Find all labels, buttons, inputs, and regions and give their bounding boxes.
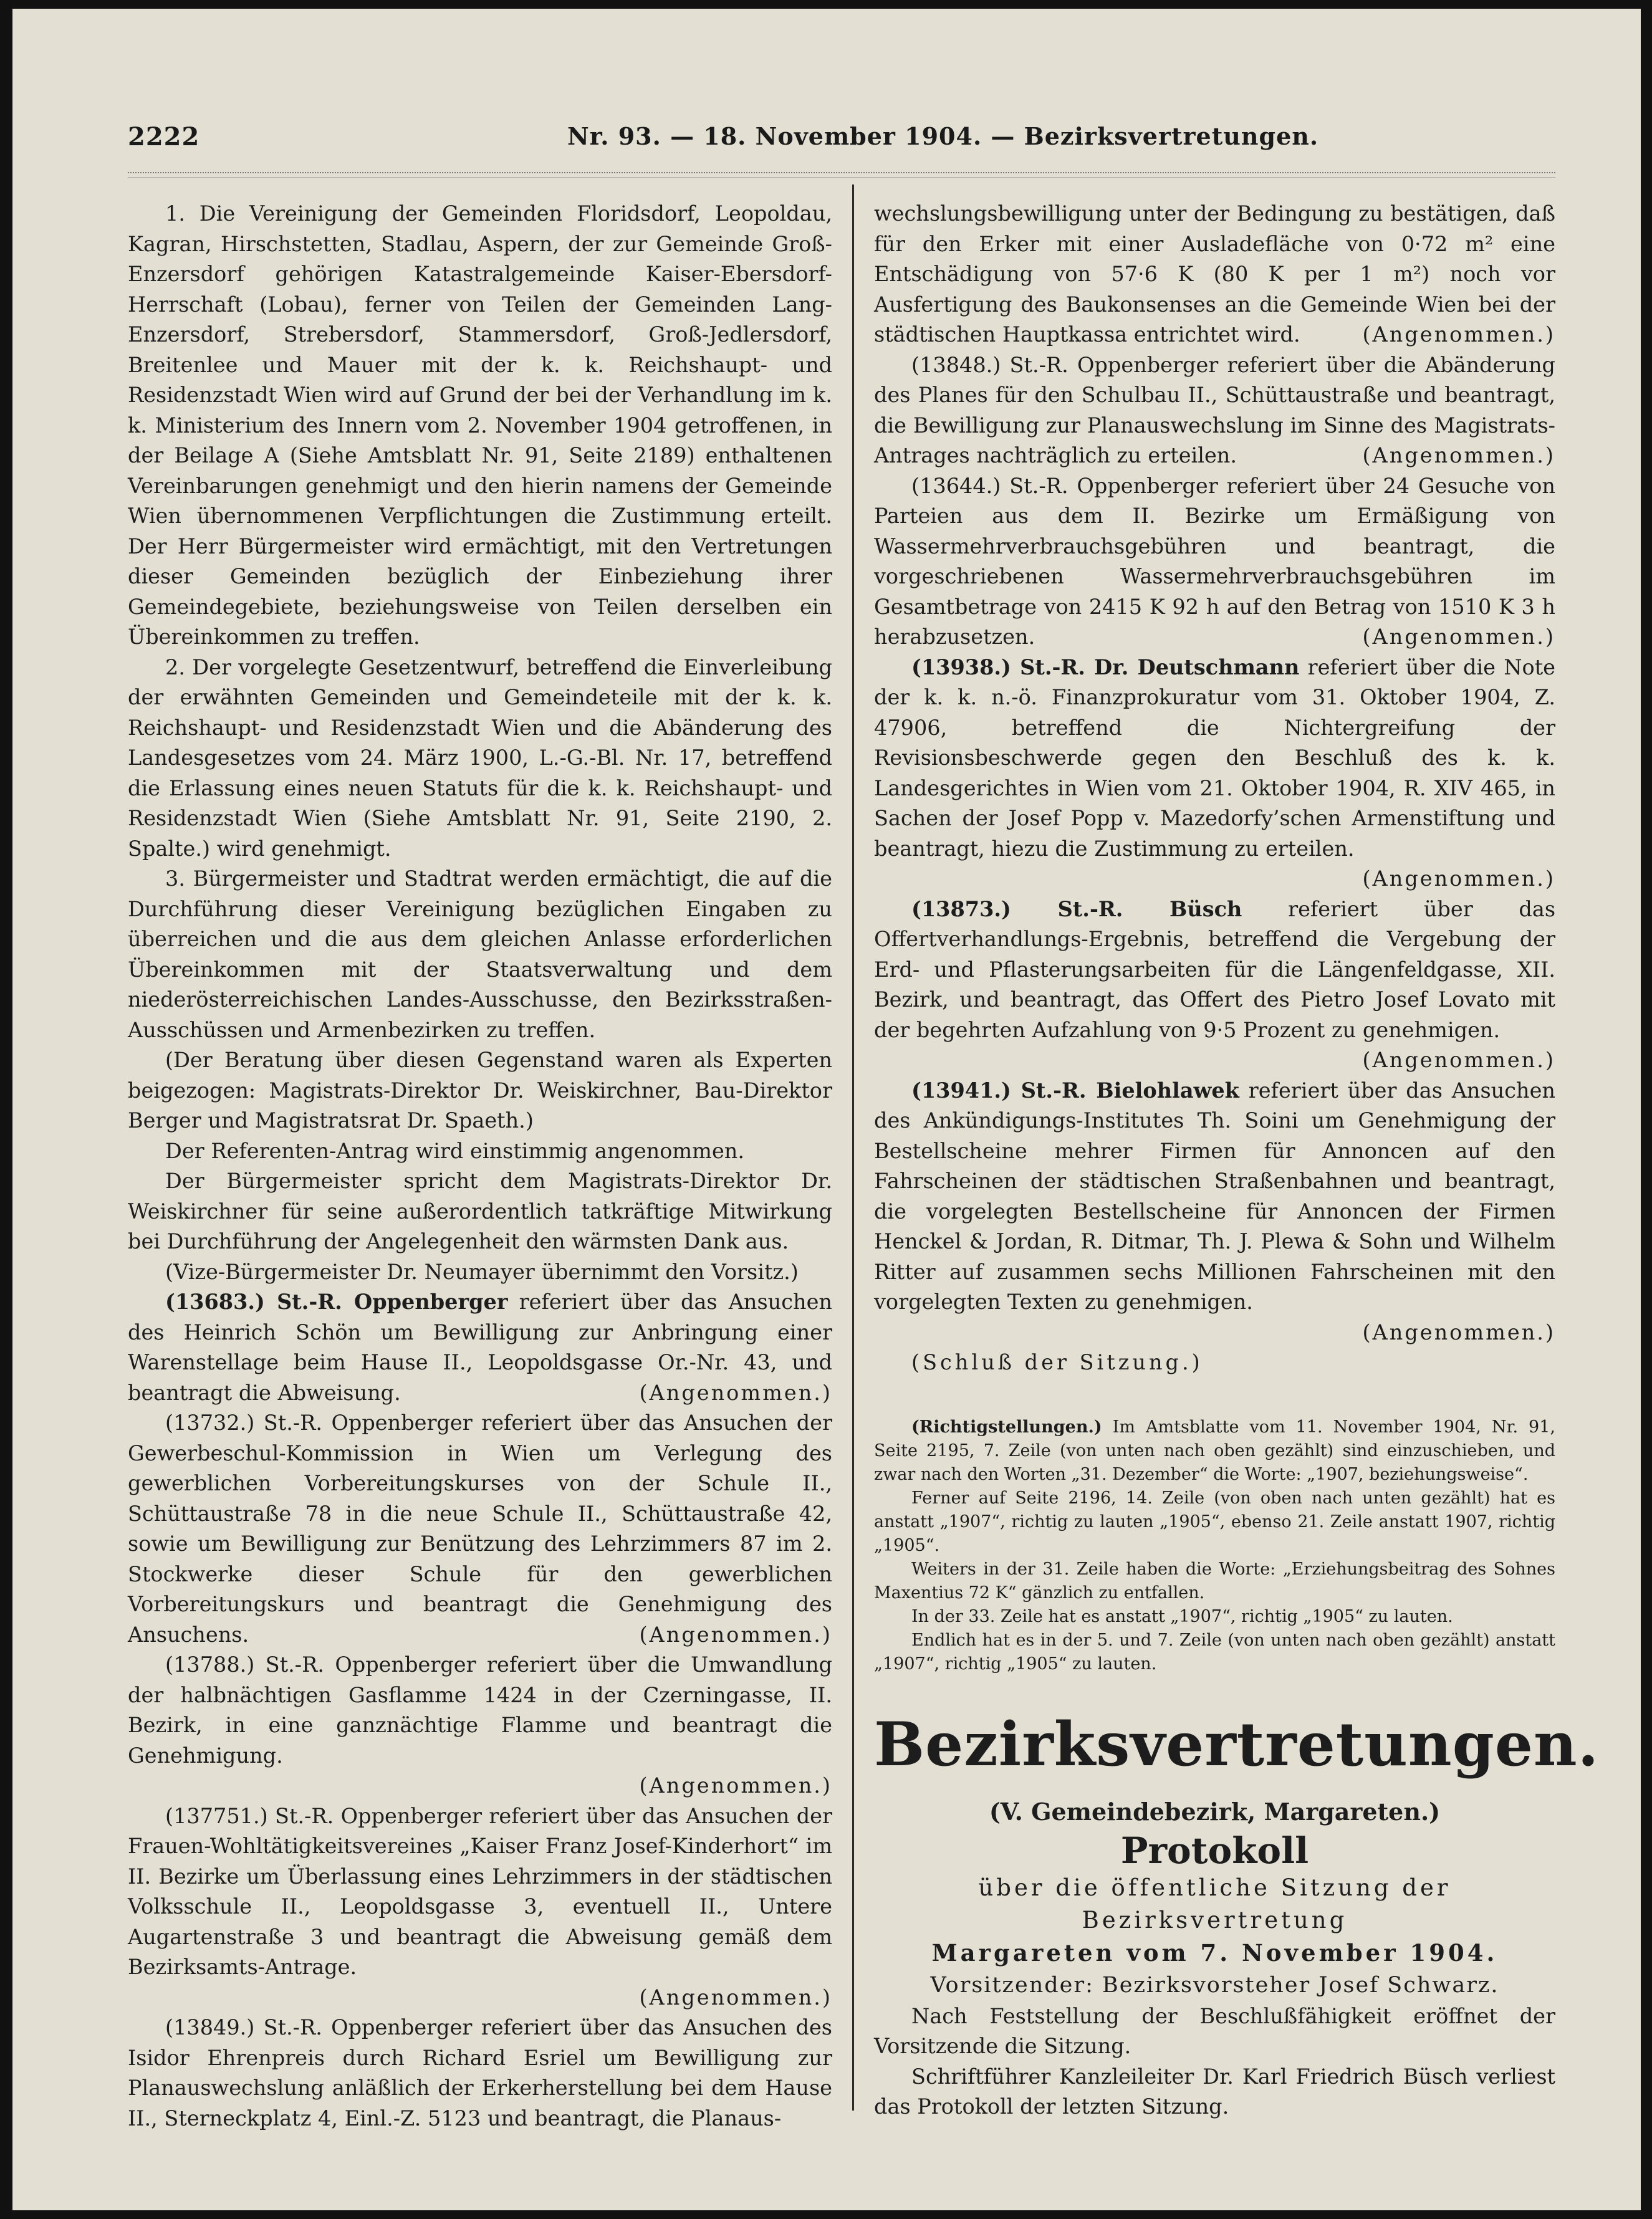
speaker-lead: (13941.) St.-R. Bielohlawek	[911, 1078, 1239, 1103]
header-rule	[128, 172, 1555, 178]
correction-text: Im Amtsblatte vom 11. November 1904, Nr. 91, Seite 2195, 7. Zeile (von unten nach oben gezählt) sind einzuschieben, und zwar nach den Worten „31. Dezember“ die Worte: „1907, beziehungsweise“.	[874, 1417, 1555, 1484]
paragraph	[874, 894, 1556, 1072]
speaker-lead: (13873.) St.-R. Büsch	[911, 896, 1242, 921]
paragraph: Schriftführer Kanzleileiter Dr. Karl Friedrich Büsch verliest das Protokoll der letzten Sitzung.	[874, 2064, 1555, 2119]
paragraph: Nach Feststellung der Beschlußfähigkeit eröffnet der Vorsitzende die Sitzung.	[874, 2003, 1555, 2058]
left-column	[128, 199, 832, 2134]
district-line: (V. Gemeindebezirk, Margareten.)	[989, 1797, 1441, 1826]
paragraph	[874, 199, 1555, 350]
chair-line: Vorsitzender: Bezirksvorsteher Josef Schwarz.	[930, 1972, 1499, 1998]
accepted-note: (Angenommen.)	[639, 1380, 832, 1405]
paragraph	[128, 1408, 832, 1650]
paragraph	[128, 1650, 832, 1801]
speaker-lead: (13938.) St.-R. Dr. Deutschmann	[911, 654, 1300, 679]
corrections-lead: (Richtigstellungen.)	[911, 1417, 1102, 1437]
page-header	[128, 122, 1555, 160]
paragraph-text: (13732.) St.-R. Oppenberger referiert über das Ansuchen der Gewerbeschul-Kommission in Wien um Verlegung des gewerblichen Vorbereitungskurses von der Schule II., Schüttaustraße 78 in die neue Schule II., Schüttaustraße 42, sowie um Bewilligung zur Benützung des Lehrzimmers 87 im 2. Stockwerke dieser Schule für den gewerblichen Vorbereitungskurs und beantragt die Genehmigung des Ansuchens.	[128, 1411, 832, 1647]
paragraph-text: referiert über die Note der k. k. n.-ö. Finanzprokuratur vom 31. Oktober 1904, Z. 47906, betreffend die Nichtergreifung der Revisionsbeschwerde gegen den Beschluß des k. k. Landesgerichtes in Wien vom 21. Oktober 1904, R. XIV 465, in Sachen der Josef Popp v. Mazedorfy’schen Armenstiftung und beantragt, hiezu die Zustimmung zu erteilen.	[874, 654, 1555, 861]
paragraph: Der Bürgermeister spricht dem Magistrats-Direktor Dr. Weiskirchner für seine außerordentlich tatkräftige Mitwirkung bei Durchführung der Angelegenheit den wärmsten Dank aus.	[128, 1169, 832, 1253]
paragraph	[128, 1287, 832, 1408]
speaker-lead: (13683.) St.-R. Oppenberger	[165, 1290, 508, 1314]
accepted-note: (Angenommen.)	[1362, 1320, 1555, 1344]
accepted-note: (Angenommen.)	[1362, 1048, 1555, 1072]
paragraph-text: (13644.) St.-R. Oppenberger referiert über 24 Gesuche von Parteien aus dem II. Bezirke um Ermäßigung von Wassermehrverbrauchsgebühren und beantragt, die vorgeschriebenen Wassermehrverbrauchsgebühren im Gesamtbetrage von 2415 K 92 h auf den Betrag von 1510 K 3 h herabzusetzen.	[874, 473, 1555, 649]
newspaper-page	[12, 9, 1641, 2210]
paragraph-text: wechslungsbewilligung unter der Bedingung zu bestätigen, daß für den Erker mit einer Ausladefläche von 0·72 m² eine Entschädigung von 57·6 K (80 K per 1 m²) noch vor Ausfertigung des Baukonsenses an die Gemeinde Wien bei der städtischen Hauptkassa entrichtet wird.	[874, 201, 1555, 347]
paragraph: 2. Der vorgelegte Gesetzentwurf, betreffend die Einverleibung der erwähnten Gemeinden und Gemeindeteile mit der k. k. Reichshaupt- und Residenzstadt Wien und die Abänderung des Landesgesetzes vom 24. März 1900, L.-G.-Bl. Nr. 17, betreffend die Erlassung eines neuen Statuts für die k. k. Reichshaupt- und Residenzstadt Wien (Siehe Amtsblatt Nr. 91, Seite 2190, 2. Spalte.) wird genehmigt.	[128, 654, 832, 861]
correction-line: In der 33. Zeile hat es anstatt „1907“, richtig „1905“ zu lauten.	[911, 1606, 1453, 1626]
column-divider	[852, 185, 854, 2111]
accepted-note: (Angenommen.)	[1362, 322, 1555, 347]
correction-line: Weiters in der 31. Zeile haben die Worte: „Erziehungsbeitrag des Sohnes Maxentius 72 K“ gänzlich zu entfallen.	[874, 1559, 1555, 1603]
paragraph	[128, 1801, 832, 2013]
protocol-title: Protokoll	[1120, 1829, 1309, 1872]
paragraph-text: (13788.) St.-R. Oppenberger referiert über die Umwandlung der halbnächtigen Gasflamme 1424 in der Czerningasse, II. Bezirk, in eine ganznächtige Flamme und beantragt die Genehmigung.	[128, 1652, 832, 1768]
accepted-note: (Angenommen.)	[1362, 866, 1555, 891]
paragraph-text: referiert über das Ansuchen des Ankündigungs-Institutes Th. Soini um Genehmigung der Bestellscheine mehrer Firmen für Annoncen auf den Fahrscheinen der städtischen Straßenbahnen und beantragt, die vorgelegten Bestellscheine für Annoncen der Firmen Henckel & Jordan, R. Ditmar, Th. J. Plewa & Sohn und Wilhelm Ritter auf zusammen sechs Millionen Fahrscheinen mit den vorgelegten Texten zu genehmigen.	[874, 1078, 1555, 1314]
paragraph-text: (137751.) St.-R. Oppenberger referiert über das Ansuchen der Frauen-Wohltätigkeitsvereines „Kaiser Franz Josef-Kinderhort“ im II. Bezirke um Überlassung eines Lehrzimmers in der städtischen Volksschule II., Leopoldsgasse 3, eventuell II., Untere Augartenstraße 3 und beantragt die Abweisung gemäß dem Bezirksamts-Antrage.	[128, 1803, 832, 1979]
paragraph-text: referiert über das Ansuchen des Heinrich Schön um Bewilligung zur Anbringung einer Warenstellage beim Hause II., Leopoldsgasse Or.-Nr. 43, und beantragt die Abweisung.	[128, 1290, 832, 1405]
paragraph	[874, 350, 1555, 471]
accepted-note: (Angenommen.)	[639, 1773, 832, 1798]
paragraph-text: (13848.) St.-R. Oppenberger referiert über die Abänderung des Planes für den Schulbau II., Schüttaustraße und beantragt, die Bewilligung zur Planauswechslung im Sinne des Magistrats-Antrages nachträglich zu erteilen.	[874, 352, 1555, 467]
right-column	[874, 199, 1600, 2122]
correction-line	[874, 1416, 1555, 1487]
accepted-note: (Angenommen.)	[639, 1622, 832, 1647]
paragraph	[874, 653, 1555, 891]
paragraph: 3. Bürgermeister und Stadtrat werden ermächtigt, die auf die Durchführung dieser Vereinigung bezüglichen Eingaben zu überreichen und die aus dem gleichen Anlasse erforderlichen Übereinkommen mit der Staatsverwaltung und dem niederösterreichischen Landes-Ausschusse, den Bezirksstraßen-Ausschüssen und Armenbezirken zu treffen.	[128, 866, 832, 1042]
corrections-block	[874, 1416, 1555, 1676]
paragraph: (Der Beratung über diesen Gegenstand waren als Experten beigezogen: Magistrats-Direktor Dr. Weiskirchner, Bau-Direktor Berger und Magistratsrat Dr. Spaeth.)	[128, 1048, 832, 1133]
section-heading: Bezirksvertretungen.	[874, 1709, 1600, 1780]
accepted-note: (Angenommen.)	[639, 1985, 832, 2010]
accepted-note: (Angenommen.)	[1362, 625, 1555, 649]
correction-line: Ferner auf Seite 2196, 14. Zeile (von oben nach unten gezählt) hat es anstatt „1907“, richtig zu lauten „1905“, ebenso 21. Zeile anstatt 1907, richtig „1905“.	[874, 1488, 1555, 1555]
paragraph: 1. Die Vereinigung der Gemeinden Floridsdorf, Leopoldau, Kagran, Hirschstetten, Stadlau, Aspern, der zur Gemeinde Groß-Enzersdorf gehörigen Katastralgemeinde Kaiser-Ebersdorf-Herrschaft (Lobau), ferner von Teilen der Gemeinden Lang-Enzersdorf, Strebersdorf, Stammersdorf, Groß-Jedlersdorf, Breitenlee und Mauer mit der k. k. Reichshaupt- und Residenzstadt Wien wird auf Grund der bei der Verhandlung im k. k. Ministerium des Innern vom 2. November 1904 getroffenen, in der Beilage A (Siehe Amtsblatt Nr. 91, Seite 2189) enthaltenen Vereinbarungen genehmigt und den hierin namens der Gemeinde Wien übernommenen Verpflichtungen die Zustimmung erteilt. Der Herr Bürgermeister wird ermächtigt, mit den Vertretungen dieser Gemeinden bezüglich der Einbeziehung ihrer Gemeindegebiete, beziehungsweise von Teilen derselben ein Übereinkommen zu treffen.	[128, 201, 832, 649]
session-end: (Schluß der Sitzung.)	[911, 1350, 1203, 1374]
paragraph: (13849.) St.-R. Oppenberger referiert über das Ansuchen des Isidor Ehrenpreis durch Richard Esriel um Bewilligung zur Planauswechslung anläßlich der Erkerherstellung bei dem Hause II., Sterneckplatz 4, Einl.-Z. 5123 und beantragt, die Planaus-	[128, 2015, 832, 2130]
protocol-date: Margareten vom 7. November 1904.	[931, 1939, 1498, 1967]
correction-line: Endlich hat es in der 5. und 7. Zeile (von unten nach oben gezählt) anstatt „1907“, richtig „1905“ zu lauten.	[874, 1630, 1555, 1674]
page-title: Nr. 93. — 18. November 1904. — Bezirksvertretungen.	[567, 122, 1319, 150]
paragraph: Der Referenten-Antrag wird einstimmig angenommen.	[165, 1138, 744, 1163]
paragraph-text: referiert über das Offertverhandlungs-Ergebnis, betreffend die Vergebung der Erd- und Pflasterungsarbeiten für die Längenfeldgasse, XII. Bezirk, und beantragt, das Offert des Pietro Josef Lovato mit der begehrten Aufzahlung von 9·5 Prozent zu genehmigen.	[874, 896, 1556, 1042]
protocol-subtitle: über die öffentliche Sitzung der Bezirksvertretung	[978, 1874, 1451, 1934]
paragraph: (Vize-Bürgermeister Dr. Neumayer übernimmt den Vorsitz.)	[165, 1259, 799, 1284]
accepted-note: (Angenommen.)	[1362, 443, 1555, 467]
page-number: 2222	[128, 122, 200, 151]
paragraph	[874, 1076, 1555, 1348]
paragraph	[874, 471, 1555, 653]
